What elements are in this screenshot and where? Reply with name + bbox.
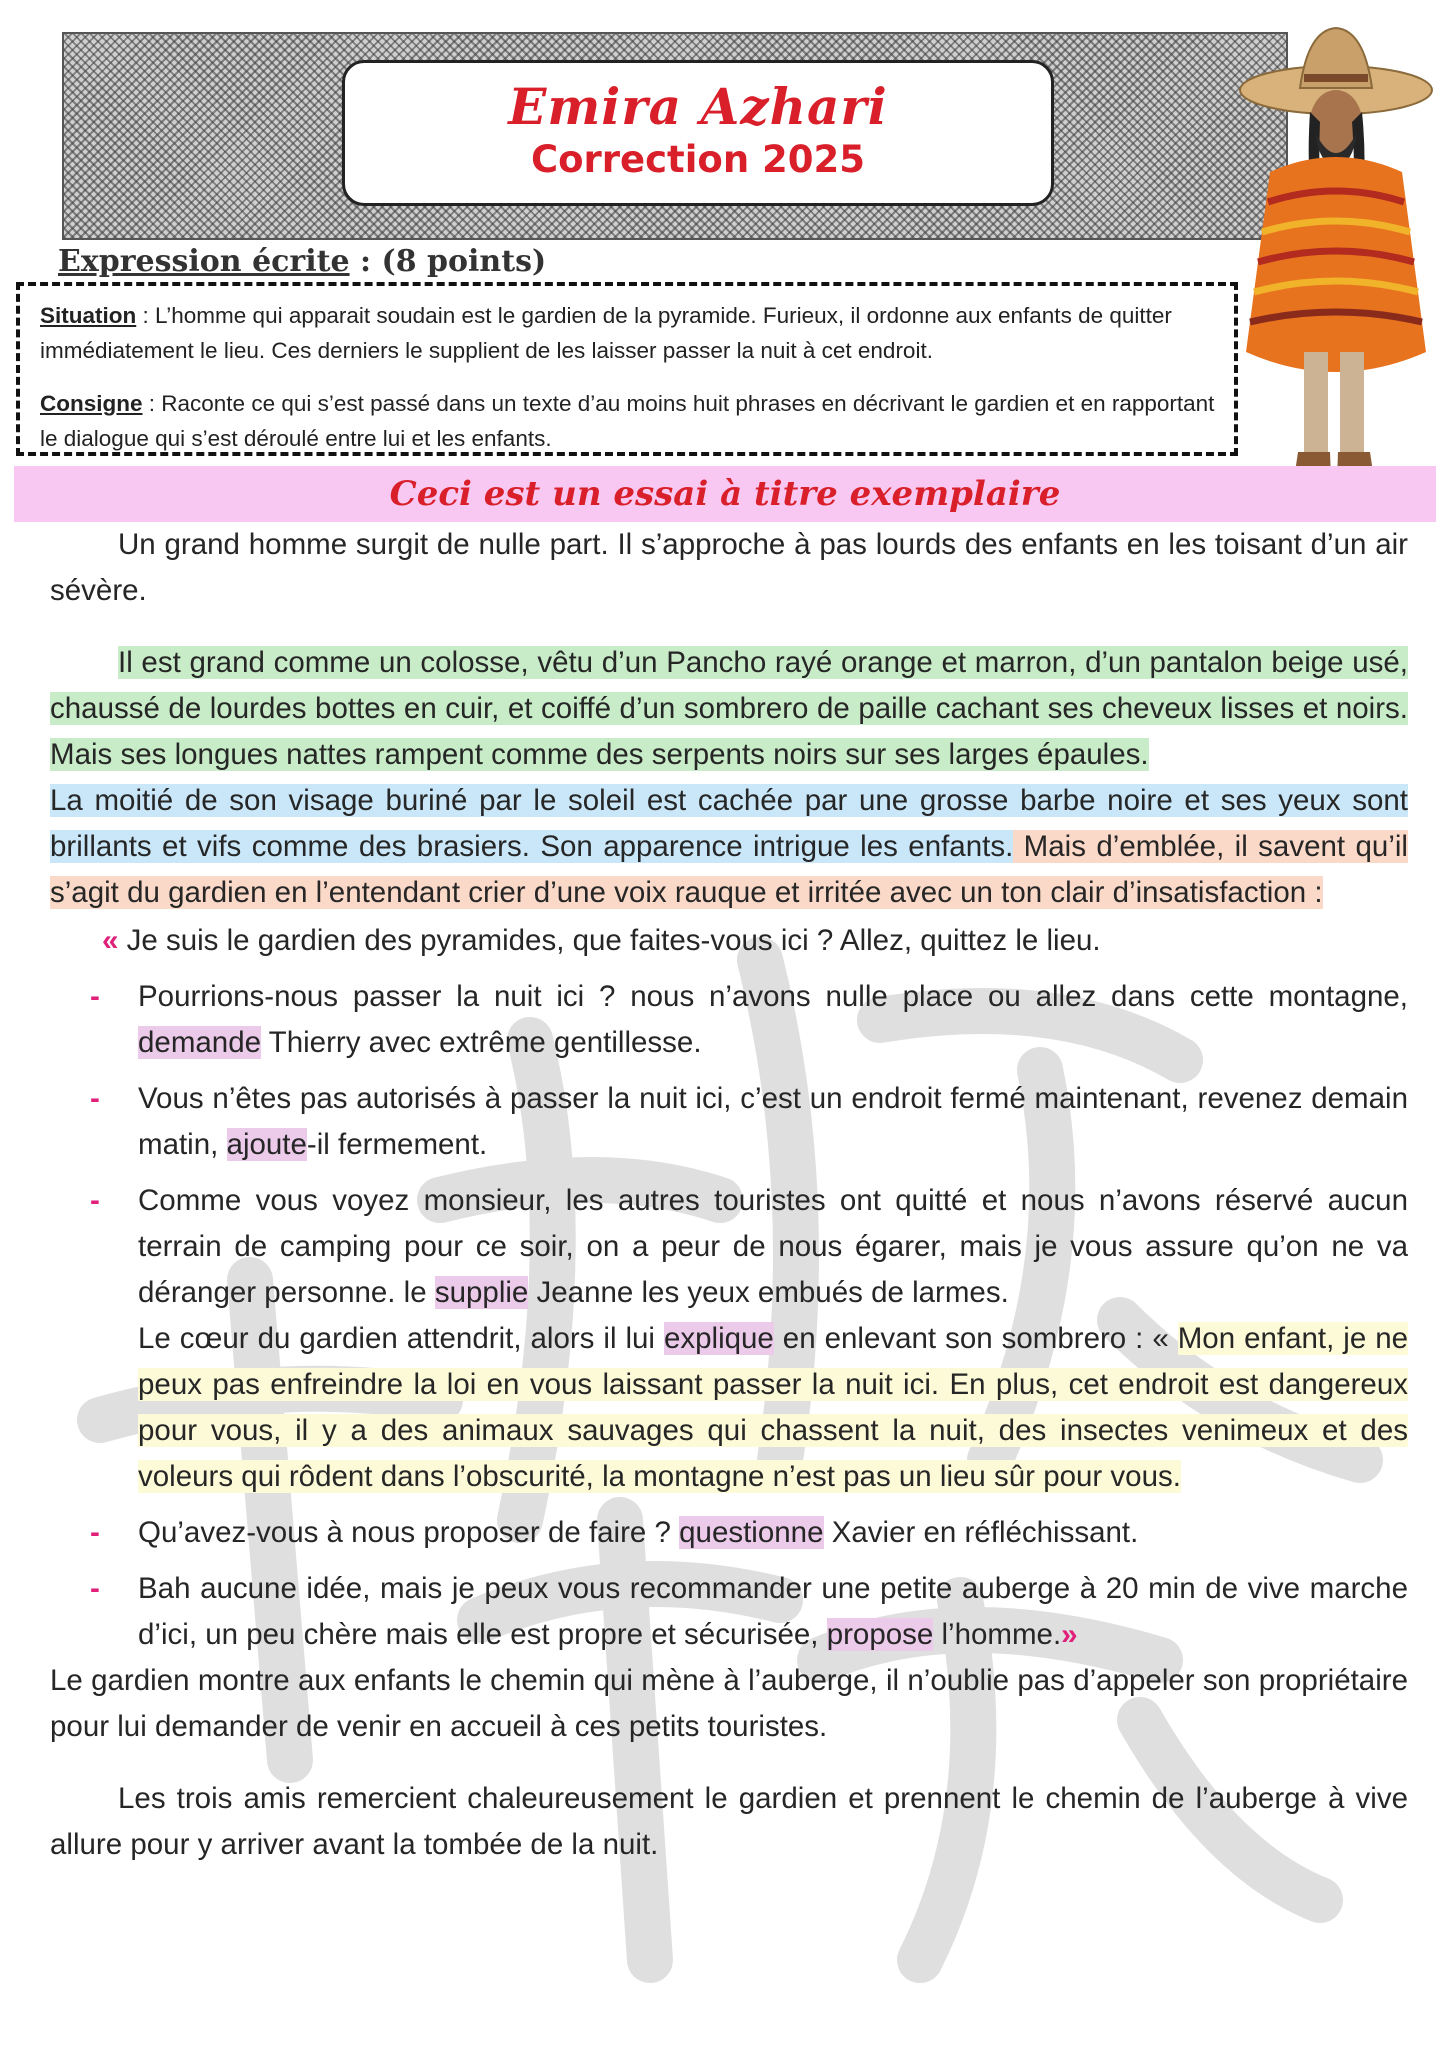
- guardian-introduction-text: Mais d’emblée, il savent qu’il s’agit du gardien en l’entendant crier d’une voix rauque et irritée avec un ton clair d’insatisfaction :: [50, 830, 1408, 909]
- description-text: Il est grand comme un colosse, vêtu d’un Pancho rayé orange et marron, d’un pantalon beige usé, chaussé de lourdes bottes en cuir, et coiffé d’un sombrero de paille cachant ses cheveux lisses et noirs. Mais ses longues nattes rampent comme des serpents noirs sur ses larges épaules.: [50, 646, 1408, 771]
- situation-text: : L’homme qui apparait soudain est le gardien de la pyramide. Furieux, il ordonne aux enfants de quitter immédiatement le lieu. Ces derniers le supplient de les laisser passer la nuit à cet endroit.: [40, 303, 1172, 363]
- situation-label: Situation: [40, 303, 137, 328]
- essay-paragraph-2: [50, 640, 1408, 778]
- dialogue-dash: -: [90, 1082, 100, 1115]
- title-box: [342, 60, 1054, 206]
- dialogue-dash: -: [90, 1516, 100, 1549]
- dialogue-dash: -: [90, 1572, 100, 1605]
- guardian-illustration: [1228, 22, 1433, 522]
- exemplar-banner: Ceci est un essai à titre exemplaire: [14, 466, 1436, 522]
- dialogue-line-3: [50, 1178, 1408, 1316]
- dialogue-text: Pourrions-nous passer la nuit ici ? nous n’avons nulle place ou allez dans cette montagne,: [138, 980, 1408, 1013]
- guardian-speech: Mon enfant, je ne peux pas enfreindre la loi en vous laissant passer la nuit ici. En plus, cet endroit est dangereux pour vous, il y a des animaux sauvages qui chassent la nuit, des insectes venimeux et des voleurs qui rôdent dans l’obscurité, la montagne n’est pas un lieu sûr pour vous.: [138, 1322, 1409, 1493]
- dialogue-text: Xavier en réfléchissant.: [823, 1516, 1139, 1549]
- speech-verb: propose: [826, 1618, 934, 1651]
- dialogue-text: Bah aucune idée, mais je peux vous recommander une petite auberge à 20 min de vive marche d’ici, un peu chère mais elle est propre et sécurisée,: [138, 1572, 1408, 1651]
- narration-insert: [50, 1316, 1408, 1500]
- speech-verb: supplie: [434, 1276, 529, 1309]
- dialogue-text: Jeanne les yeux embués de larmes.: [528, 1276, 1009, 1309]
- essay: [50, 522, 1408, 1868]
- dialogue-line-1: [50, 974, 1408, 1066]
- dialogue-text: Qu’avez-vous à nous proposer de faire ?: [138, 1516, 680, 1549]
- speech-verb: demande: [138, 1026, 262, 1059]
- essay-paragraph-5: Les trois amis remercient chaleureusement le gardien et prennent le chemin de l’auberge à vive allure pour y arriver avant la tombée de la nuit.: [50, 1782, 1408, 1861]
- dialogue-text: Thierry avec extrême gentillesse.: [261, 1026, 702, 1059]
- dialogue-text: -il fermement.: [306, 1128, 488, 1161]
- essay-paragraph-1: Un grand homme surgit de nulle part. Il s’approche à pas lourds des enfants en les toisant d’un air sévère.: [50, 528, 1408, 607]
- narration-text: en enlevant son sombrero : «: [773, 1322, 1178, 1355]
- speech-verb: explique: [663, 1322, 774, 1355]
- speech-verb: ajoute: [226, 1128, 307, 1161]
- task-box: [16, 282, 1238, 456]
- speech-verb: questionne: [679, 1516, 824, 1549]
- dialogue-text: Je suis le gardien des pyramides, que faites-vous ici ? Allez, quittez le lieu.: [126, 924, 1101, 957]
- page-subtitle: Correction 2025: [530, 138, 866, 181]
- dialogue-text: Comme vous voyez monsieur, les autres touristes ont quitté et nous n’avons réservé aucun terrain de camping pour ce soir, on a peur de nous égarer, mais je vous assure qu’on ne va déranger personne. le: [138, 1184, 1408, 1309]
- face-description-text: La moitié de son visage buriné par le soleil est cachée par une grosse barbe noire et ses yeux sont brillants et vifs comme des brasiers. Son apparence intrigue les enfants.: [50, 784, 1408, 863]
- dialogue-line-0: [50, 918, 1408, 964]
- brand-name: Emira Azhari: [508, 77, 888, 136]
- essay-paragraph-3: [50, 778, 1408, 916]
- dialogue-dash: -: [90, 980, 100, 1013]
- close-quote: »: [1061, 1618, 1078, 1651]
- essay-paragraph-4: Le gardien montre aux enfants le chemin qui mène à l’auberge, il n’oublie pas d’appeler son propriétaire pour lui demander de venir en accueil à ces petits touristes.: [50, 1664, 1408, 1743]
- consigne: [40, 386, 1216, 456]
- situation: [40, 298, 1216, 368]
- narration-text: Le cœur du gardien attendrit, alors il lui: [138, 1322, 664, 1355]
- dialogue-text: Vous n’êtes pas autorisés à passer la nuit ici, c’est un endroit fermé maintenant, revenez demain matin,: [138, 1082, 1408, 1161]
- dialogue-line-2: [50, 1076, 1408, 1168]
- consigne-label: Consigne: [40, 391, 143, 416]
- dialogue-line-5: [50, 1566, 1408, 1658]
- section-title: Expression écrite : (8 points): [58, 244, 547, 279]
- open-quote: «: [102, 924, 127, 957]
- consigne-text: : Raconte ce qui s’est passé dans un texte d’au moins huit phrases en décrivant le gardien et en rapportant le dialogue qui s’est déroulé entre lui et les enfants.: [40, 391, 1215, 451]
- dialogue-dash: -: [90, 1184, 100, 1217]
- dialogue-text: l’homme.: [933, 1618, 1062, 1651]
- dialogue-line-4: [50, 1510, 1408, 1556]
